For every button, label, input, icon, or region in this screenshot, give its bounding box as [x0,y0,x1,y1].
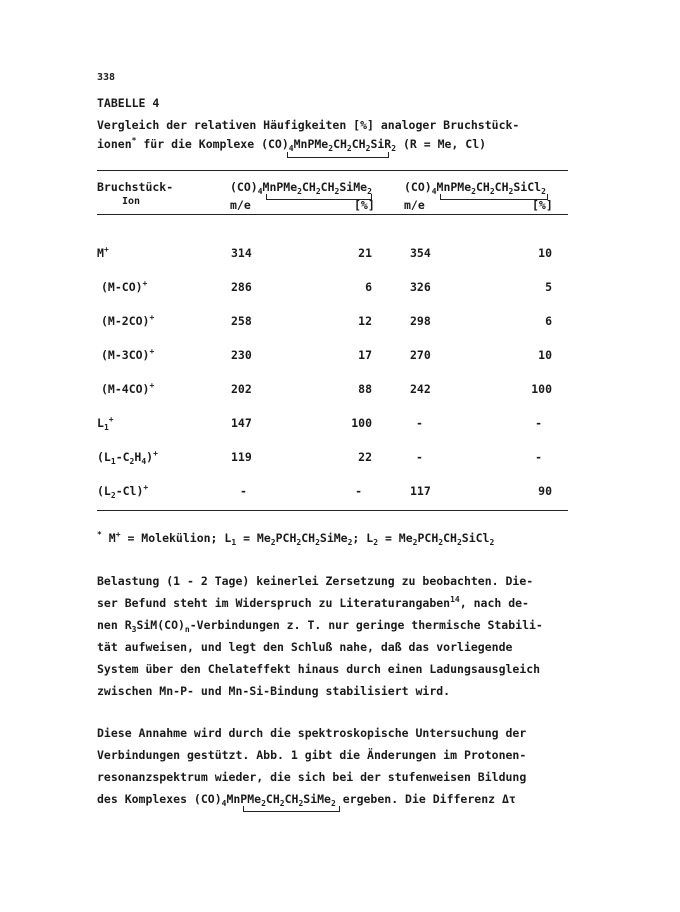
text-line: Diese Annahme wird durch die spektroskopische Untersuchung der [97,726,527,740]
row-me-1: 119 [231,450,252,464]
row-pct-1: 17 [358,348,372,362]
header-col-ion: Ion [122,196,141,207]
row-pct-2: 5 [545,280,552,294]
row-me-1: 230 [231,348,252,362]
text-line: Verbindungen gestützt. Abb. 1 gibt die Änderungen im Protonen- [97,748,527,762]
row-me-1: 286 [231,280,252,294]
row-me-1: - [240,484,247,498]
text-line: ser Befund steht im Widerspruch zu Literaturangaben$^{14}$, nach de- [97,595,529,610]
row-pct-1: 12 [358,314,372,328]
row-me-1: 202 [231,382,252,396]
table-label: TABELLE 4 [97,96,160,110]
row-pct-2: 10 [538,246,552,260]
table-footnote: * M+ = Molekülion; $L_1$ = $Me_2PCH_2CH_2SiMe_2$; $L_2$ = $Me_2PCH_2CH_2SiCl_2$ [97,530,495,547]
row-ion: (M-CO)+ [101,279,148,294]
text-line: System über den Chelateffekt hinaus durch einen Ladungsausgleich [97,662,541,676]
row-pct-1: 6 [365,280,372,294]
row-pct-2: - [535,450,542,464]
row-pct-2: - [535,416,542,430]
text-line: resonanzspektrum wieder, die sich bei der stufenweisen Bildung [97,770,527,784]
caption-suffix: (R = Me, Cl) [396,137,487,151]
row-me-1: 147 [231,416,252,430]
caption-line-2 [97,137,486,151]
row-pct-2: 10 [538,348,552,362]
row-me-2: 354 [410,246,431,260]
caption-formula: $MnPMe_2CH_2CH_2SiR_2$ [293,137,397,153]
caption-ion-text: ionen [97,137,132,151]
table-top-rule [97,170,568,171]
row-me-2: 326 [410,280,431,294]
header-complex-1: $(CO)_4MnPMe_2CH_2CH_2SiMe_2$ [230,180,372,196]
row-me-1: 314 [231,246,252,260]
row-pct-1: 88 [358,382,372,396]
body-paragraph-1 [97,570,577,702]
header-me-1: m/e [230,198,251,212]
row-pct-2: 100 [531,382,552,396]
row-pct-2: 90 [538,484,552,498]
header-pct-2: [%] [532,198,553,212]
row-ion: $(L_2-Cl)^+$ [97,483,149,500]
paragraph-chelate-bracket [243,806,340,812]
header-pct-1: [%] [354,198,375,212]
text-line: nen $R_3SiM(CO)_n$-Verbindungen z. T. nur geringe thermische Stabili- [97,618,543,634]
header-me-2: m/e [404,198,425,212]
caption-sub: 4 [288,144,294,153]
text-line: Belastung (1 - 2 Tage) keinerlei Zersetzung zu beobachten. Die- [97,574,534,588]
row-pct-1: 22 [358,450,372,464]
table-header-rule [97,214,568,215]
row-me-2: 242 [410,382,431,396]
caption-star: * [131,136,137,145]
row-ion: (M-2CO)+ [101,313,155,328]
row-pct-1: - [355,484,362,498]
row-pct-1: 21 [358,246,372,260]
row-me-2: - [416,450,423,464]
table-bottom-rule [97,510,568,511]
row-ion: $(L_1-C_2H_4)^+$ [97,449,158,466]
text-line: zwischen Mn-P- und Mn-Si-Bindung stabilisiert wird. [97,684,451,698]
row-ion: (M-3CO)+ [101,347,155,362]
row-me-2: - [416,416,423,430]
row-ion: $L_1^+$ [97,415,114,432]
header-col-fragment: Bruchstück- [97,180,174,194]
caption-chelate-bracket [287,152,389,158]
row-ion: M+ [97,245,109,260]
text-line: tät aufweisen, und legt den Schluß nahe, daß das vorliegende [97,640,513,654]
row-me-2: 117 [410,484,431,498]
row-pct-2: 6 [545,314,552,328]
text-line: des Komplexes $(CO)_4MnPMe_2CH_2CH_2SiMe_2$ ergeben. Die Differenz Δτ [97,792,516,808]
row-ion: (M-4CO)+ [101,381,155,396]
caption-line-1: Vergleich der relativen Häufigkeiten [%] analoger Bruchstück- [97,118,520,132]
caption-text: für die Komplexe (CO) [136,137,289,151]
row-me-2: 298 [410,314,431,328]
header-complex-2: $(CO)_4MnPMe_2CH_2CH_2SiCl_2$ [404,180,546,196]
page-number: 338 [97,72,116,83]
row-me-1: 258 [231,314,252,328]
body-paragraph-2 [97,722,577,810]
row-me-2: 270 [410,348,431,362]
row-pct-1: 100 [351,416,372,430]
